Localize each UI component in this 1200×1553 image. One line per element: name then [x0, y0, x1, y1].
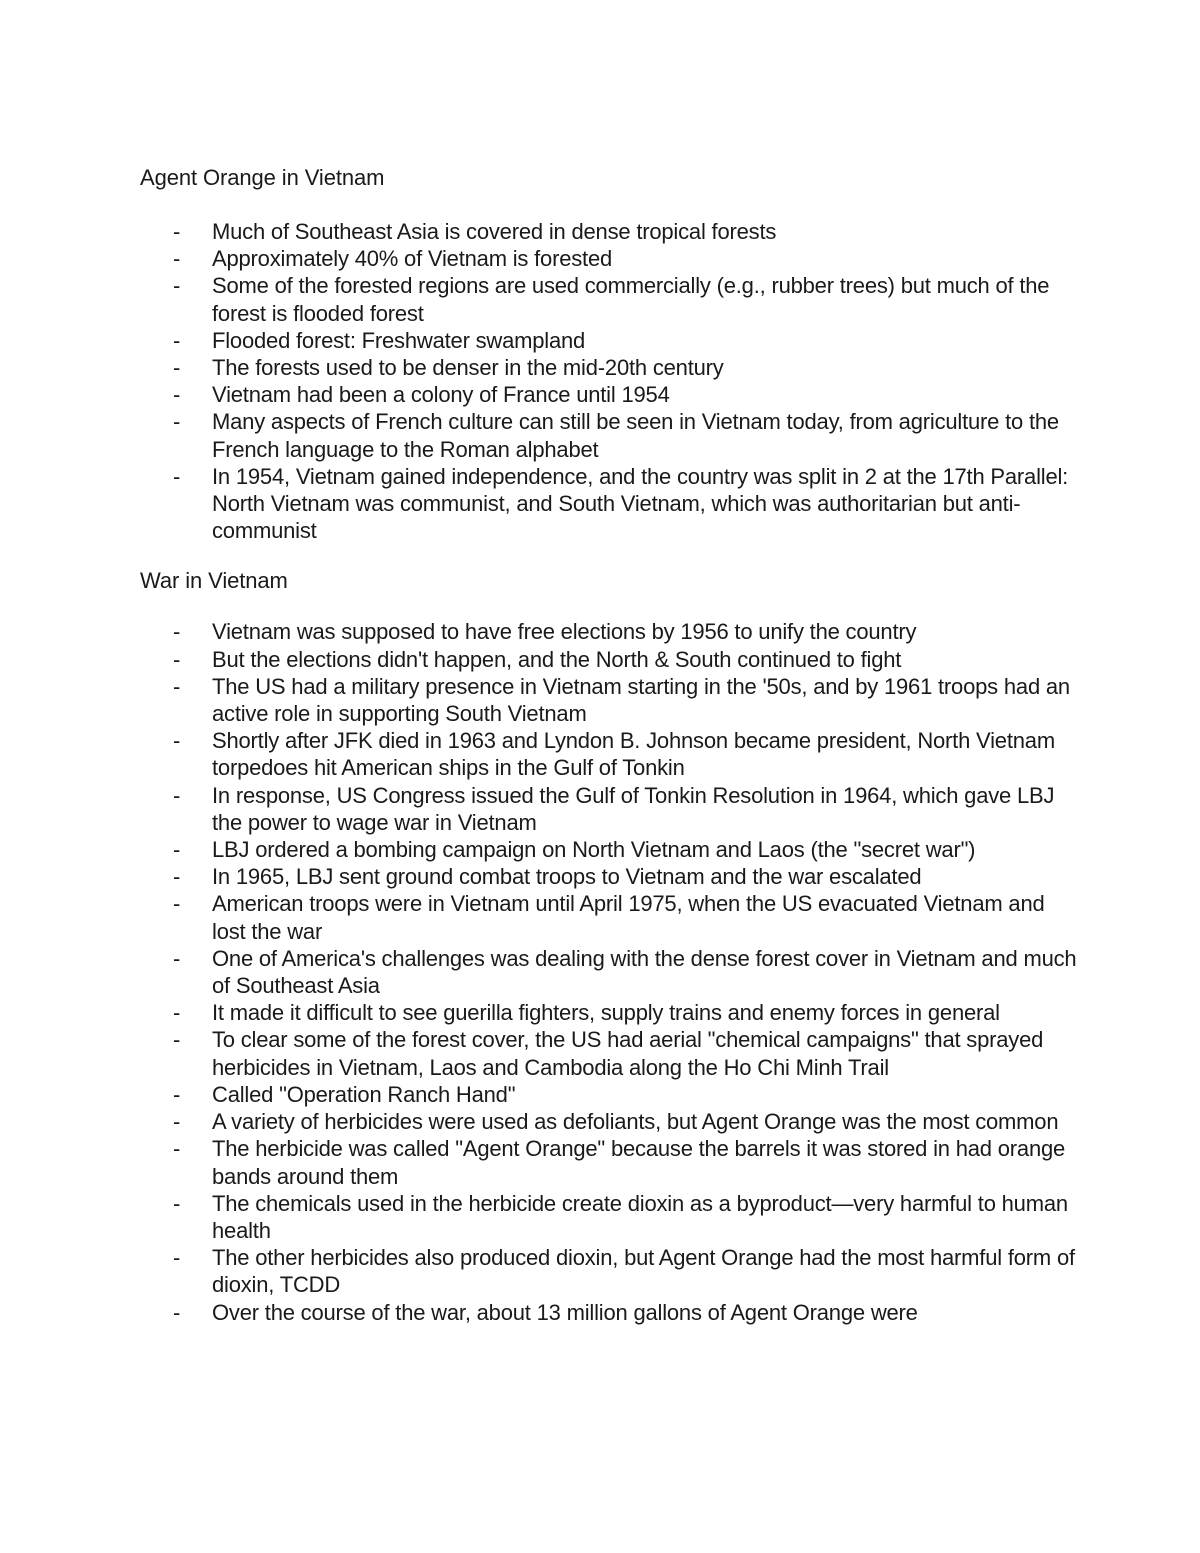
list-item	[140, 218, 1080, 245]
bullet-text: Some of the forested regions are used commercially (e.g., rubber trees) but much of the forest is flooded forest	[212, 273, 1050, 326]
bullet-text: Shortly after JFK died in 1963 and Lyndon B. Johnson became president, North Vietnam torpedoes hit American ships in the Gulf of Tonkin	[212, 728, 1055, 781]
bullet-text: LBJ ordered a bombing campaign on North Vietnam and Laos (the "secret war")	[212, 837, 976, 863]
list-item	[140, 727, 1080, 781]
list-item	[140, 1081, 1080, 1108]
bullet-text: Called "Operation Ranch Hand"	[212, 1081, 516, 1107]
bullet-dash: -	[173, 1109, 181, 1135]
list-item	[140, 1135, 1080, 1189]
bullet-text: A variety of herbicides were used as defoliants, but Agent Orange was the most common	[212, 1109, 1059, 1135]
list-item	[140, 1190, 1080, 1244]
list-item	[140, 673, 1080, 727]
list-item	[140, 1108, 1080, 1135]
list-item	[140, 354, 1080, 381]
list-item	[140, 463, 1080, 545]
list-item	[140, 782, 1080, 836]
bullet-text: But the elections didn't happen, and the North & South continued to fight	[212, 646, 902, 672]
bullet-dash: -	[173, 646, 181, 672]
bullet-dash: -	[173, 1081, 181, 1107]
bullet-text: In response, US Congress issued the Gulf of Tonkin Resolution in 1964, which gave LBJ the power to wage war in Vietnam	[212, 782, 1055, 835]
bullet-dash: -	[173, 728, 181, 754]
bullet-dash: -	[173, 1027, 181, 1053]
bullet-dash: -	[173, 945, 181, 971]
list-item	[140, 945, 1080, 999]
bullet-dash: -	[173, 382, 181, 408]
list-item	[140, 618, 1080, 645]
bullet-dash: -	[173, 463, 181, 489]
bullet-text: Approximately 40% of Vietnam is forested	[212, 246, 613, 272]
list-item	[140, 999, 1080, 1026]
section-title-war-in-vietnam: War in Vietnam	[140, 568, 288, 594]
bullet-text: The chemicals used in the herbicide create dioxin as a byproduct—very harmful to human health	[212, 1190, 1068, 1243]
bullet-dash: -	[173, 619, 181, 645]
bullet-text: Flooded forest: Freshwater swampland	[212, 327, 586, 353]
bullet-text: Much of Southeast Asia is covered in dense tropical forests	[212, 219, 777, 244]
bullet-dash: -	[173, 1000, 181, 1026]
bullet-text: Vietnam had been a colony of France until 1954	[212, 382, 670, 408]
bullet-dash: -	[173, 273, 181, 299]
bullet-dash: -	[173, 837, 181, 863]
bullet-list-agent-orange	[140, 218, 1080, 544]
bullet-text: To clear some of the forest cover, the US had aerial "chemical campaigns" that sprayed herbicides in Vietnam, Laos and Cambodia along the Ho Chi Minh Trail	[212, 1027, 1044, 1080]
bullet-text: In 1954, Vietnam gained independence, and the country was split in 2 at the 17th Parallel: North Vietnam was communist, and South Vietnam, which was authoritarian but anti-communist	[212, 463, 1069, 544]
bullet-text: Over the course of the war, about 13 million gallons of Agent Orange were	[212, 1299, 918, 1325]
bullet-dash: -	[173, 246, 181, 272]
bullet-text: The herbicide was called "Agent Orange" because the barrels it was stored in had orange bands around them	[212, 1136, 1066, 1189]
bullet-text: One of America's challenges was dealing with the dense forest cover in Vietnam and much of Southeast Asia	[212, 945, 1077, 999]
bullet-text: The forests used to be denser in the mid-20th century	[212, 355, 724, 381]
bullet-text: The other herbicides also produced dioxin, but Agent Orange had the most harmful form of dioxin, TCDD	[212, 1245, 1075, 1298]
section-title-agent-orange: Agent Orange in Vietnam	[140, 165, 385, 190]
bullet-dash: -	[173, 409, 181, 435]
list-item	[140, 1299, 1080, 1326]
bullet-dash: -	[173, 1299, 181, 1325]
bullet-text: Many aspects of French culture can still be seen in Vietnam today, from agriculture to the French language to the Roman alphabet	[212, 409, 1059, 462]
bullet-text: It made it difficult to see guerilla fighters, supply trains and enemy forces in general	[212, 1000, 1000, 1026]
bullet-text: Vietnam was supposed to have free elections by 1956 to unify the country	[212, 619, 917, 645]
list-item	[140, 245, 1080, 272]
list-item	[140, 863, 1080, 890]
bullet-dash: -	[173, 782, 181, 808]
bullet-dash: -	[173, 1136, 181, 1162]
list-item	[140, 646, 1080, 673]
bullet-text: American troops were in Vietnam until April 1975, when the US evacuated Vietnam and lost the war	[212, 891, 1045, 944]
bullet-text: The US had a military presence in Vietnam starting in the '50s, and by 1961 troops had an active role in supporting South Vietnam	[212, 673, 1070, 727]
bullet-dash: -	[173, 355, 181, 381]
list-item	[140, 327, 1080, 354]
bullet-text: In 1965, LBJ sent ground combat troops to Vietnam and the war escalated	[212, 864, 922, 890]
bullet-dash: -	[173, 1190, 181, 1216]
list-item	[140, 408, 1080, 462]
list-item	[140, 381, 1080, 408]
bullet-dash: -	[173, 219, 181, 244]
bullet-dash: -	[173, 864, 181, 890]
bullet-list-war-in-vietnam	[140, 618, 1080, 1325]
bullet-dash: -	[173, 891, 181, 917]
bullet-dash: -	[173, 673, 181, 699]
bullet-dash: -	[173, 327, 181, 353]
document-page	[140, 164, 1080, 1326]
list-item	[140, 272, 1080, 326]
list-item	[140, 1026, 1080, 1080]
list-item	[140, 890, 1080, 944]
bullet-dash: -	[173, 1245, 181, 1271]
list-item	[140, 1244, 1080, 1298]
list-item	[140, 836, 1080, 863]
